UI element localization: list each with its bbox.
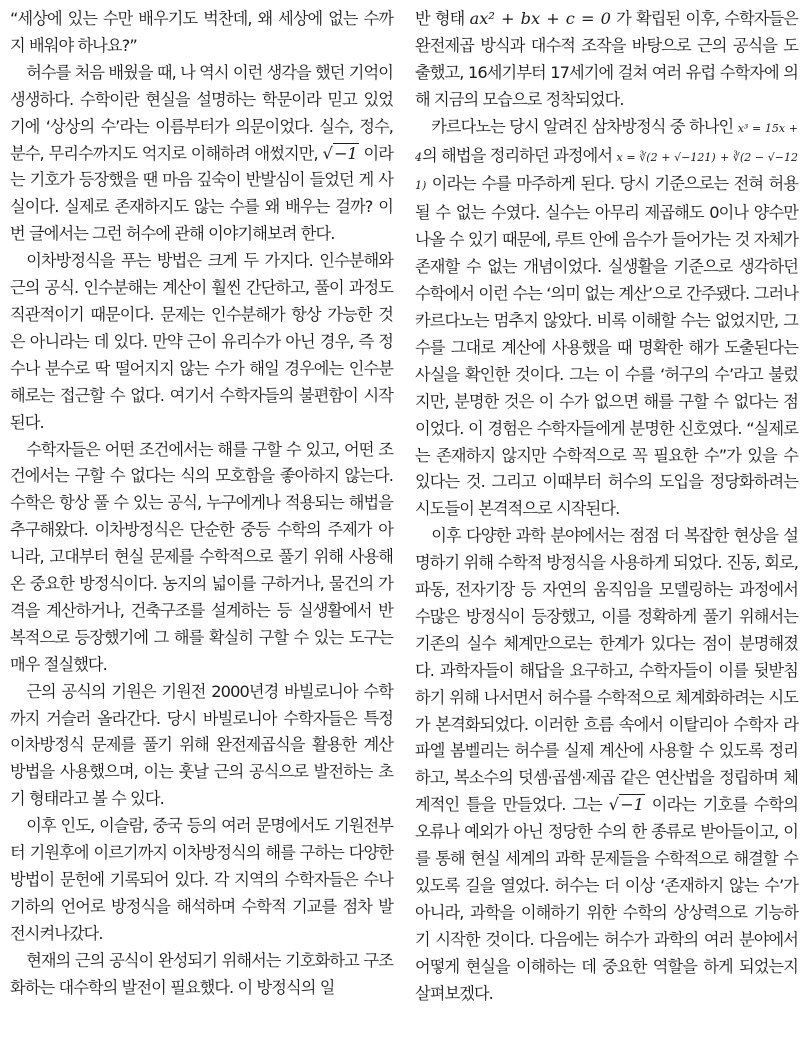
- cardano-root-formula-part-1: x = ∛(2 + √−121): [616, 150, 716, 164]
- left-column: [10, 6, 393, 1060]
- paragraph-general-form-text-b: 가 확립된 이후, 수학자들은 완전제곱 방식과 대수적 조작을 바탕으로 근의 공식을 도출했고, 16세기부터 17세기에 걸쳐 여러 유럽 수학자에 의해 지금의 모습으로 정착되었다.: [415, 9, 798, 109]
- quadratic-general-formula: ax² + bx + c = 0: [469, 9, 611, 28]
- sqrt-radicand-2: −1: [620, 795, 644, 815]
- paragraph-two-methods: 이차방정식을 푸는 방법은 크게 두 가지다. 인수분해와 근의 공식. 인수분해는 계산이 훨씬 간단하고, 풀이 과정도 직관적이기 때문이다. 문제는 인수분해가 항상 가능한 것은 아니라는 데 있다. 만약 근이 유리수가 아닌 경우, 즉 정수나 분수로 딱 떨어지지 않는 수가 해일 경우에는 인수분해로는 접근할 수 없다. 여기서 수학자들의 불편함이 시작된다.: [10, 251, 393, 432]
- sqrt-symbol: √: [322, 143, 333, 163]
- paragraph-bombelli-text-b: 이라는 기호를 수학의 오류나 예외가 아닌 정당한 수의 한 종류로 받아들이고, 이를 통해 현실 세계의 과학 문제들을 수학적으로 해결할 수 있도록 길을 열었다. 허수는 더 이상 ‘존재하지 않는 수’가 아니라, 과학을 이해하기 위한 수학의 상상력으로 기능하기 시작한 것이다. 다음에는 허수가 과학의 여러 분야에서 어떻게 현실을 이해하는 데 중요한 역할을 하게 되었는지 살펴보겠다.: [415, 795, 798, 1003]
- opening-quote: “세상에 있는 수만 배우기도 벅찬데, 왜 세상에 없는 수까지 배워야 하나요?”: [10, 9, 393, 55]
- paragraph-mathematicians: 수학자들은 어떤 조건에서는 해를 구할 수 있고, 어떤 조건에서는 구할 수 없다는 식의 모호함을 좋아하지 않는다. 수학은 항상 풀 수 있는 공식, 누구에게나 적용되는 해법을 추구해왔다. 이차방정식은 단순한 중등 수학의 주제가 아니라, 고대부터 현실 문제를 수학적으로 풀기 위해 사용해온 중요한 방정식이다. 농지의 넓이를 구하거나, 물건의 가격을 계산하거나, 건축구조를 설계하는 등 실생활에서 반복적으로 등장했기에 그 해를 확실히 구할 수 있는 도구는 매우 절실했다.: [10, 439, 393, 674]
- paragraph-algebra: 현재의 근의 공식이 완성되기 위해서는 기호화하고 구조화하는 대수학의 발전이 필요했다. 이 방정식의 일: [10, 950, 393, 997]
- paragraph-memory: [10, 60, 393, 248]
- sqrt-radicand: −1: [333, 143, 358, 163]
- paragraph-general-form-text-a: 반 형태: [415, 9, 465, 28]
- cardano-root-formula-part-2: + ∛(2 − √−121): [415, 150, 798, 193]
- paragraph-civilizations: 이후 인도, 이슬람, 중국 등의 여러 문명에서도 기원전부터 기원후에 이르기까지 이차방정식의 해를 구하는 다양한 방법이 문헌에 기록되어 있다. 각 지역의 수학자들은 수나 기하의 언어로 방정식을 해석하며 수학적 기교를 점차 발전시켜나갔다.: [10, 816, 393, 943]
- paragraph-cardano-text-a: 카르다노는 당시 알려진 삼차방정식 중 하나인: [431, 116, 734, 136]
- paragraph-babylonia: 근의 공식의 기원은 기원전 2000년경 바빌로니아 수학까지 거슬러 올라간다. 당시 바빌로니아 수학자들은 특정 이차방정식 문제를 풀기 위해 완전제곱식을 활용한 계산 방법을 사용했으며, 이는 훗날 근의 공식으로 발전하는 초기 형태라고 볼 수 있다.: [10, 681, 393, 809]
- paragraph-memory-text-b: 이라는 기호가 등장했을 땐 마음 깊숙이 반발심이 들었던 게 사실이다. 실제로 존재하지도 않는 수를 왜 배우는 걸까? 이번 글에서는 그런 허수에 관해 이야기해보려 한다.: [10, 143, 394, 244]
- paragraph-cardano: [415, 114, 798, 524]
- sqrt-minus-one-formula: [323, 143, 359, 163]
- paragraph-cardano-text-b: 의 해법을 정리하던 과정에서: [422, 145, 613, 165]
- paragraph-memory-text-a: 허수를 처음 배웠을 때, 나 역시 이런 생각을 했던 기억이 생생하다. 수학이란 현실을 설명하는 학문이라 믿고 있었기에 ‘상상의 수’라는 이름부터가 의문이었다. 실수, 정수, 분수, 무리수까지도 억지로 이해하려 애썼지만,: [10, 62, 393, 163]
- sqrt-minus-one-formula-2: [609, 794, 645, 814]
- sqrt-symbol-2: √: [608, 795, 619, 815]
- paragraph-cardano-text-c: 이라는 수를 마주하게 된다. 당시 기준으로는 전혀 허용될 수 없는 수였다. 실수는 아무리 제곱해도 0이나 양수만 나올 수 있기 때문에, 루트 안에 음수가 들어가는 것 자체가 존재할 수 없는 개념이었다. 실생활을 기준으로 생각하던 수학에서 이런 수는 ‘의미 없는 계산’으로 간주됐다. 그러나 카르다노는 멈추지 않았다. 비록 이해할 수는 없었지만, 그 수를 그대로 계산에 사용했을 때 명확한 해가 도출된다는 사실을 확인한 것이다. 그는 이 수를 ‘허구의 수’라고 불렀지만, 분명한 것은 이 수가 없으면 해를 구할 수 없다는 점이었다. 이 경험은 수학자들에게 분명한 신호였다. “실제로는 존재하지 않지만 수학적으로 꼭 필요한 수”가 있을 수 있다는 것. 그리고 이때부터 허수의 도입을 정당화하려는 시도들이 본격적으로 시작된다.: [415, 174, 798, 519]
- paragraph-general-form: [415, 6, 798, 114]
- cubic-equation-formula: x³ = 15x + 4: [415, 121, 798, 164]
- paragraph-bombelli-text-a: 이후 다양한 과학 분야에서는 점점 더 복잡한 현상을 설명하기 위해 수학적 방정식을 사용하게 되었다. 진동, 회로, 파동, 전자기장 등 자연의 움직임을 모델링하는 과정에서 수많은 방정식이 등장했고, 이를 정확하게 풀기 위해서는 기존의 실수 체계만으로는 한계가 있다는 점이 분명해졌다. 과학자들이 해답을 요구하고, 수학자들이 이를 뒷받침하기 위해 나서면서 허수를 수학적으로 체계화하려는 시도가 본격화되었다. 이러한 흐름 속에서 이탈리아 수학자 라파엘 봄벨리는 허수를 실제 계산에 사용할 수 있도록 정리하고, 복소수의 덧셈·곱셈·제곱 같은 연산법을 정립하며 체계적인 틀을 만들었다. 그는: [415, 526, 798, 815]
- right-column: [415, 6, 798, 1060]
- paragraph-bombelli: [415, 523, 798, 1007]
